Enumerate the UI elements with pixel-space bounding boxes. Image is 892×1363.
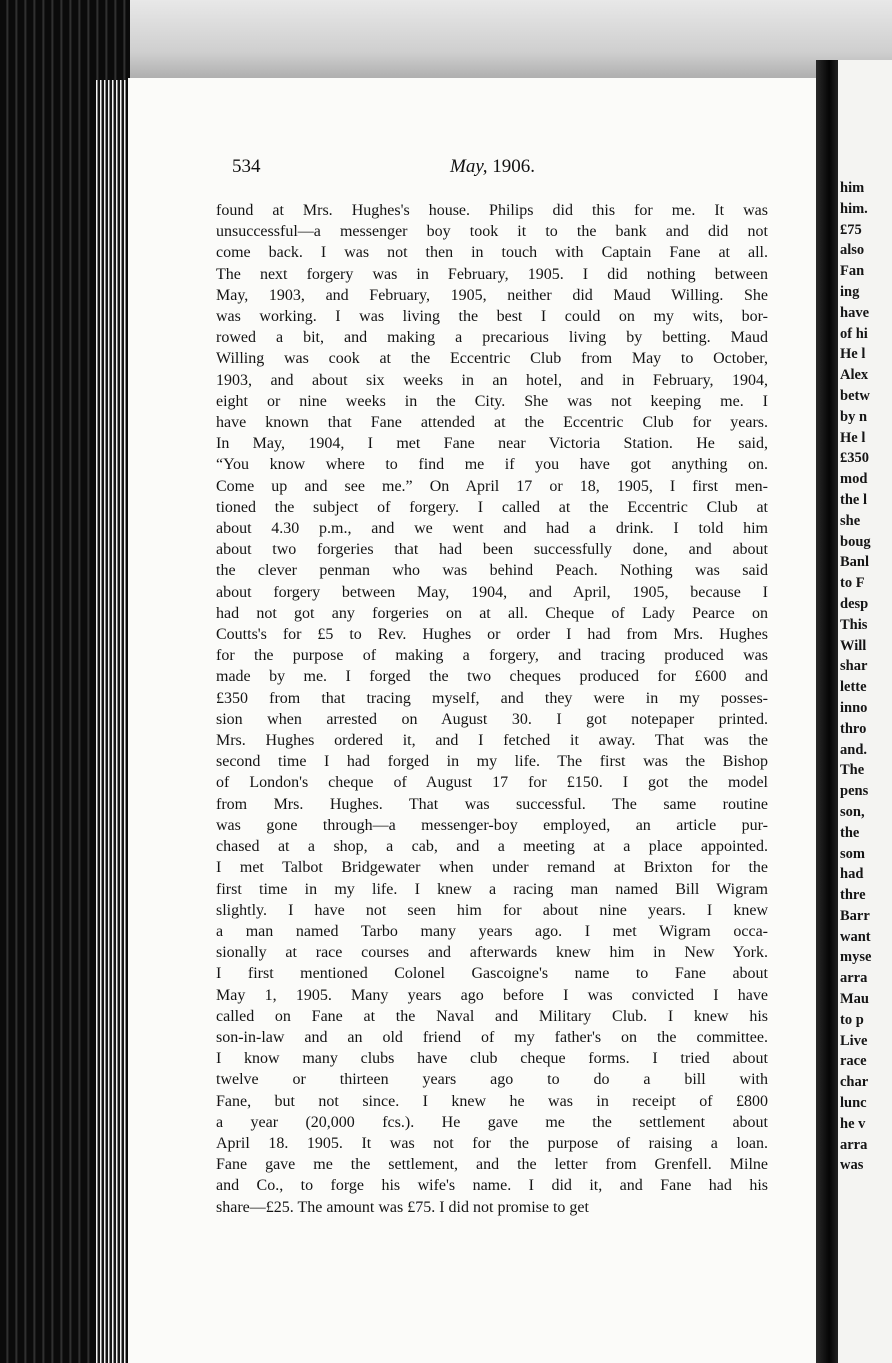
- facing-text-fragment: betw: [840, 387, 870, 404]
- text-line: slightly. I have not seen him for about nine years. I knew: [216, 901, 768, 919]
- facing-text-fragment: son,: [840, 803, 865, 820]
- facing-text-fragment: mod: [840, 471, 868, 488]
- text-line: tioned the subject of forgery. I called at the Eccentric Club at: [216, 498, 768, 516]
- text-line: a year (20,000 fcs.). He gave me the settlement about: [216, 1113, 768, 1131]
- facing-text-fragment: arra: [840, 970, 868, 987]
- text-line: share—£25. The amount was £75. I did not promise to get: [216, 1198, 589, 1216]
- text-line: made by me. I forged the two cheques produced for £600 and: [216, 668, 768, 686]
- facing-text-fragment: £350: [840, 450, 869, 467]
- text-line: about 4.30 p.m., and we went and had a drink. I told him: [216, 520, 768, 538]
- text-line: Fane gave me the settlement, and the letter from Grenfell. Milne: [216, 1156, 768, 1174]
- body-text: [216, 200, 768, 1218]
- text-line: and Co., to forge his wife's name. I did it, and Fane had his: [216, 1177, 768, 1195]
- facing-text-fragment: and.: [840, 741, 868, 758]
- facing-text-fragment: have: [840, 304, 869, 321]
- text-line: twelve or thirteen years ago to do a bill with: [216, 1071, 768, 1089]
- text-line: for the purpose of making a forgery, and tracing produced was: [216, 647, 768, 665]
- facing-text-fragment: shar: [840, 658, 868, 675]
- page-edges: [96, 80, 126, 1363]
- facing-text-fragment: was: [840, 1157, 864, 1174]
- facing-text-fragment: want: [840, 928, 871, 945]
- text-line: May, 1903, and February, 1905, neither did Maud Willing. She: [216, 286, 768, 304]
- text-line: Fane, but not since. I knew he was in receipt of £800: [216, 1092, 768, 1110]
- text-line: have known that Fane attended at the Eccentric Club for years.: [216, 414, 768, 432]
- facing-text-fragment: pens: [840, 783, 869, 800]
- facing-text-fragment: by n: [840, 408, 868, 425]
- text-line: eight or nine weeks in the City. She was not keeping me. I: [216, 392, 768, 410]
- facing-text-fragment: char: [840, 1074, 869, 1091]
- facing-text-fragment: He l: [840, 346, 866, 363]
- text-line: 1903, and about six weeks in an hotel, and in February, 1904,: [216, 371, 768, 389]
- text-line: son-in-law and an old friend of my father's on the committee.: [216, 1028, 768, 1046]
- facing-text-fragment: Will: [840, 637, 867, 654]
- facing-text-fragment: ing: [840, 283, 860, 300]
- text-line: rowed a bit, and making a precarious living by betting. Maud: [216, 329, 768, 347]
- running-head: [450, 156, 535, 178]
- facing-text-fragment: the: [840, 824, 860, 841]
- text-line: second time I had forged in my life. The first was the Bishop: [216, 753, 768, 771]
- facing-text-fragment: lette: [840, 679, 867, 696]
- text-line: chased at a shop, a cab, and a meeting at a place appointed.: [216, 838, 768, 856]
- facing-text-fragment: him: [840, 180, 865, 196]
- facing-text-fragment: This: [840, 616, 868, 633]
- text-line: I first mentioned Colonel Gascoigne's name to Fane about: [216, 965, 768, 983]
- text-line: Coutts's for £5 to Rev. Hughes or order I had from Mrs. Hughes: [216, 626, 768, 644]
- page-number: 534: [232, 156, 261, 177]
- running-head-month: May,: [450, 156, 488, 177]
- running-head-year: 1906.: [492, 156, 535, 177]
- text-line: Willing was cook at the Eccentric Club from May to October,: [216, 350, 768, 368]
- facing-text-fragment: The: [840, 762, 865, 779]
- facing-text-fragment: Barr: [840, 907, 870, 924]
- page-header: [232, 156, 802, 180]
- facing-text-fragment: He l: [840, 429, 866, 446]
- facing-text-fragment: som: [840, 845, 865, 862]
- text-line: I know many clubs have club cheque forms. I tried about: [216, 1050, 768, 1068]
- facing-text-fragment: Banl: [840, 554, 870, 571]
- facing-text-fragment: to p: [840, 1011, 864, 1028]
- text-line: sionally at race courses and afterwards knew him in New York.: [216, 944, 768, 962]
- text-line: called on Fane at the Naval and Military Club. I knew his: [216, 1007, 768, 1025]
- text-line: I met Talbot Bridgewater when under remand at Brixton for the: [216, 859, 768, 877]
- text-line: sion when arrested on August 30. I got notepaper printed.: [216, 710, 768, 728]
- facing-text-fragment: she: [840, 512, 861, 529]
- facing-text-fragment: to F: [840, 575, 865, 592]
- facing-text-fragment: Alex: [840, 367, 869, 384]
- text-line: The next forgery was in February, 1905. I did nothing between: [216, 265, 768, 283]
- text-line: unsuccessful—a messenger boy took it to the bank and did not: [216, 223, 768, 241]
- text-line: the clever penman who was behind Peach. Nothing was said: [216, 562, 768, 580]
- facing-text-fragment: race: [840, 1053, 867, 1070]
- text-line: a man named Tarbo many years ago. I met Wigram occa-: [216, 922, 768, 940]
- center-gutter: [816, 60, 838, 1363]
- facing-text-fragment: arra: [840, 1136, 868, 1153]
- facing-text-fragment: also: [840, 242, 865, 259]
- facing-text-fragment: him.: [840, 200, 868, 217]
- facing-text-fragment: desp: [840, 595, 869, 612]
- text-line: April 18. 1905. It was not for the purpose of raising a loan.: [216, 1134, 768, 1152]
- text-line: In May, 1904, I met Fane near Victoria Station. He said,: [216, 435, 768, 453]
- facing-text-fragment: of hi: [840, 325, 868, 342]
- text-line: Mrs. Hughes ordered it, and I fetched it away. That was the: [216, 732, 768, 750]
- facing-text-fragment: inno: [840, 699, 868, 716]
- text-line: Come up and see me.” On April 17 or 18, 1905, I first men-: [216, 477, 768, 495]
- text-line: first time in my life. I knew a racing man named Bill Wigram: [216, 880, 768, 898]
- facing-text-fragment: thro: [840, 720, 867, 737]
- facing-text-fragment: Live: [840, 1032, 868, 1049]
- facing-text-fragment: Mau: [840, 991, 869, 1008]
- facing-text-fragment: the l: [840, 491, 867, 508]
- facing-text-fragment: myse: [840, 949, 872, 966]
- facing-text-fragment: had: [840, 866, 864, 883]
- facing-text-fragment: £75: [840, 221, 862, 238]
- text-line: was working. I was living the best I could on my wits, bor-: [216, 308, 768, 326]
- text-line: had not got any forgeries on at all. Cheque of Lady Pearce on: [216, 604, 768, 622]
- facing-text-fragment: lunc: [840, 1095, 867, 1112]
- text-line: about forgery between May, 1904, and April, 1905, because I: [216, 583, 768, 601]
- text-line: £350 from that tracing myself, and they were in my posses-: [216, 689, 768, 707]
- text-line: come back. I was not then in touch with Captain Fane at all.: [216, 244, 768, 262]
- text-line: about two forgeries that had been successfully done, and about: [216, 541, 768, 559]
- facing-text-fragment: boug: [840, 533, 871, 550]
- text-line: May 1, 1905. Many years ago before I was convicted I have: [216, 986, 768, 1004]
- facing-page-text: [840, 178, 892, 1176]
- facing-text-fragment: Fan: [840, 263, 865, 280]
- text-line: “You know where to find me if you have got anything on.: [216, 456, 768, 474]
- text-line: from Mrs. Hughes. That was successful. The same routine: [216, 795, 768, 813]
- facing-text-fragment: he v: [840, 1115, 866, 1132]
- facing-text-fragment: thre: [840, 887, 866, 904]
- text-line: of London's cheque of August 17 for £150. I got the model: [216, 774, 768, 792]
- text-line: found at Mrs. Hughes's house. Philips did this for me. It was: [216, 202, 768, 219]
- text-line: was gone through—a messenger-boy employed, an article pur-: [216, 816, 768, 834]
